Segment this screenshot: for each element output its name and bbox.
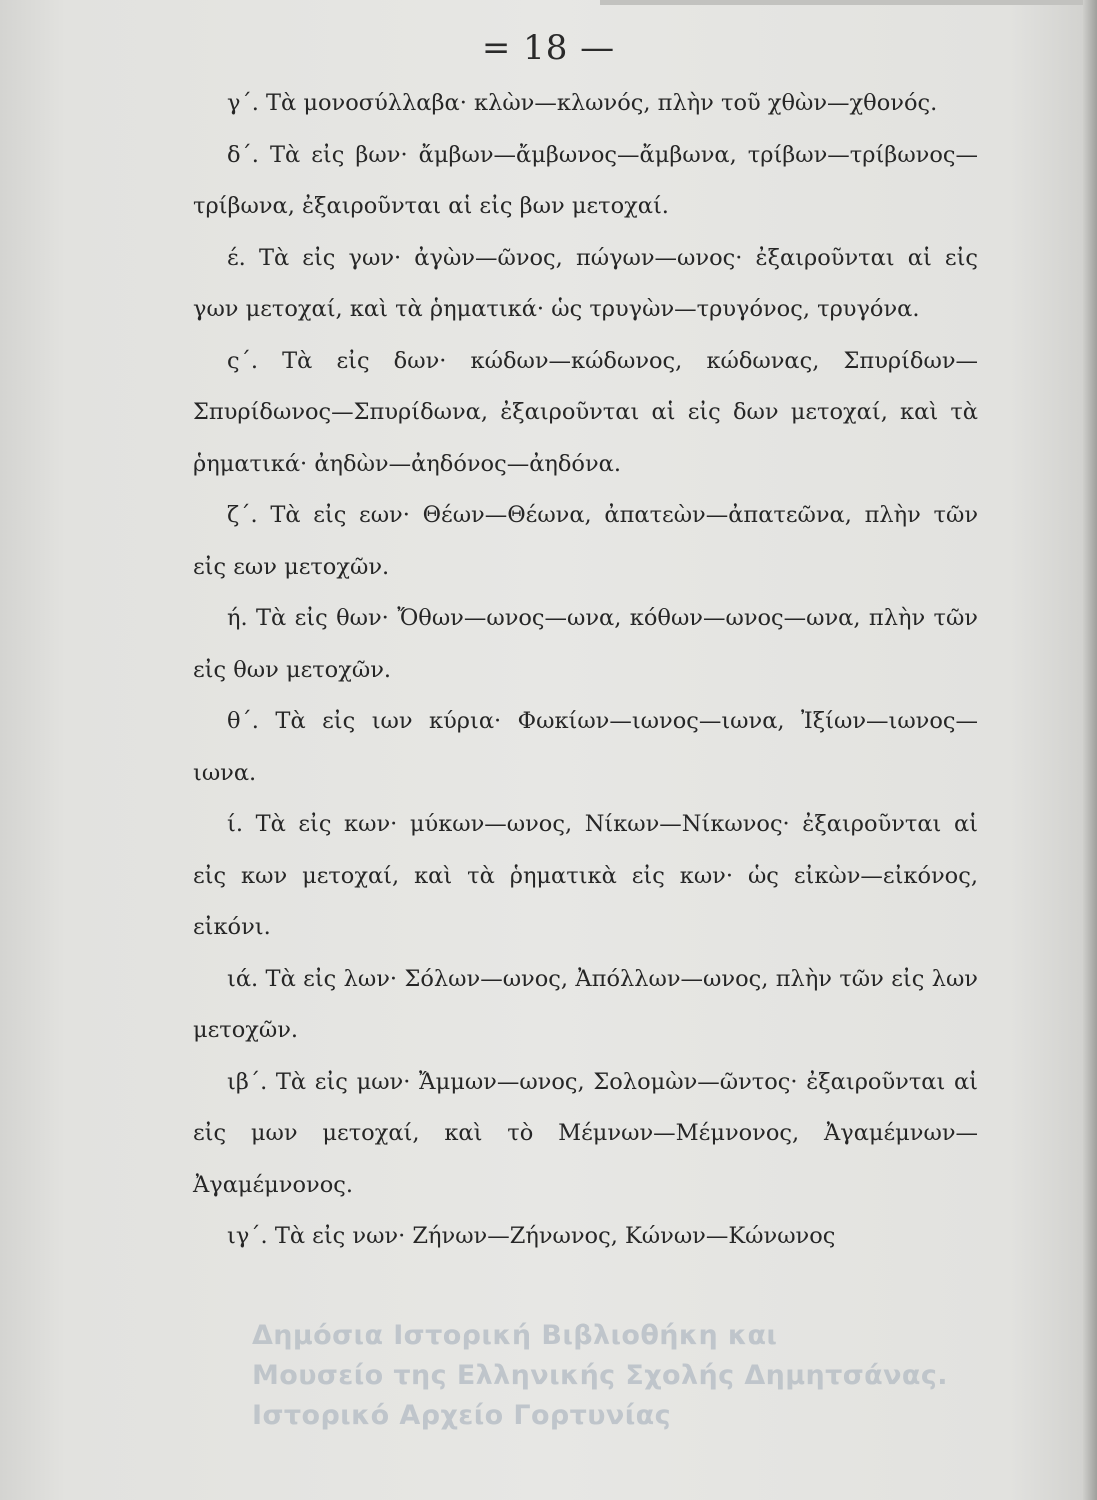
paragraph-iota-beta: ιβ΄. Τὰ εἰς μων· Ἄμμων—ωνος, Σολομὼν—ῶντος· ἐξαιροῦνται αἱ εἰς μων μετοχαί, καὶ τὸ Μέμνων—Μέμνονος, Ἀγαμέμνων—Ἀγαμέμνονος. xyxy=(193,1068,978,1198)
paragraph-zeta: ζ΄. Τὰ εἰς εων· Θέων—Θέωνα, ἀπατεὼν—ἀπατεῶνα, πλὴν τῶν εἰς εων μετοχῶν. xyxy=(193,502,978,580)
library-watermark xyxy=(252,1316,1072,1436)
scan-top-edge xyxy=(600,0,1097,5)
paragraph-epsilon: έ. Τὰ εἰς γων· ἀγὼν—ῶνος, πώγων—ωνος· ἐξαιροῦνται αἱ εἰς γων μετοχαί, καὶ τὰ ῥηματικά· ὡς τρυγὼν—τρυγόνος, τρυγόνα. xyxy=(193,244,978,322)
scan-right-edge xyxy=(1083,0,1097,1500)
watermark-line-1: Δημόσια Ιστορική Βιβλιοθήκη και xyxy=(252,1320,778,1351)
page-number: = 18 — xyxy=(481,28,616,68)
watermark-line-2: Μουσείο της Ελληνικής Σχολής Δημητσάνας. xyxy=(252,1360,948,1391)
paragraph-stigma: ς΄. Τὰ εἰς δων· κώδων—κώδωνος, κώδωνας, Σπυρίδων—Σπυρίδωνος—Σπυρίδωνα, ἐξαιροῦνται αἱ εἰς δων μετοχαί, καὶ τὰ ῥηματικά· ἀηδὼν—ἀηδόνος—ἀηδόνα. xyxy=(193,347,978,477)
watermark-line-3: Ιστορικό Αρχείο Γορτυνίας xyxy=(252,1400,671,1431)
paragraph-delta: δ΄. Τὰ εἰς βων· ἄμβων—ἄμβωνος—ἄμβωνα, τρίβων—τρίβωνος—τρίβωνα, ἐξαιροῦνται αἱ εἰς βων μετοχαί. xyxy=(193,141,978,219)
paragraph-iota-alpha: ιά. Τὰ εἰς λων· Σόλων—ωνος, Ἀπόλλων—ωνος, πλὴν τῶν εἰς λων μετοχῶν. xyxy=(193,965,978,1043)
paragraph-iota: ί. Τὰ εἰς κων· μύκων—ωνος, Νίκων—Νίκωνος· ἐξαιροῦνται αἱ εἰς κων μετοχαί, καὶ τὰ ῥηματικὰ εἰς κων· ὡς εἰκὼν—εἰκόνος, εἰκόνι. xyxy=(193,811,978,940)
grammar-text-block xyxy=(193,78,978,1263)
paragraph-gamma: γ΄. Τὰ μονοσύλλαβα· κλὼν—κλωνός, πλὴν τοῦ χθὼν—χθονός. xyxy=(227,90,938,116)
paragraph-eta: ή. Τὰ εἰς θων· Ὄθων—ωνος—ωνα, κόθων—ωνος—ωνα, πλὴν τῶν εἰς θων μετοχῶν. xyxy=(193,605,978,683)
paragraph-iota-gamma: ιγ΄. Τὰ εἰς νων· Ζήνων—Ζήνωνος, Κώνων—Κώνωνος xyxy=(227,1223,836,1249)
paragraph-theta: θ΄. Τὰ εἰς ιων κύρια· Φωκίων—ιωνος—ιωνα, Ἰξίων—ιωνος—ιωνα. xyxy=(193,708,978,786)
